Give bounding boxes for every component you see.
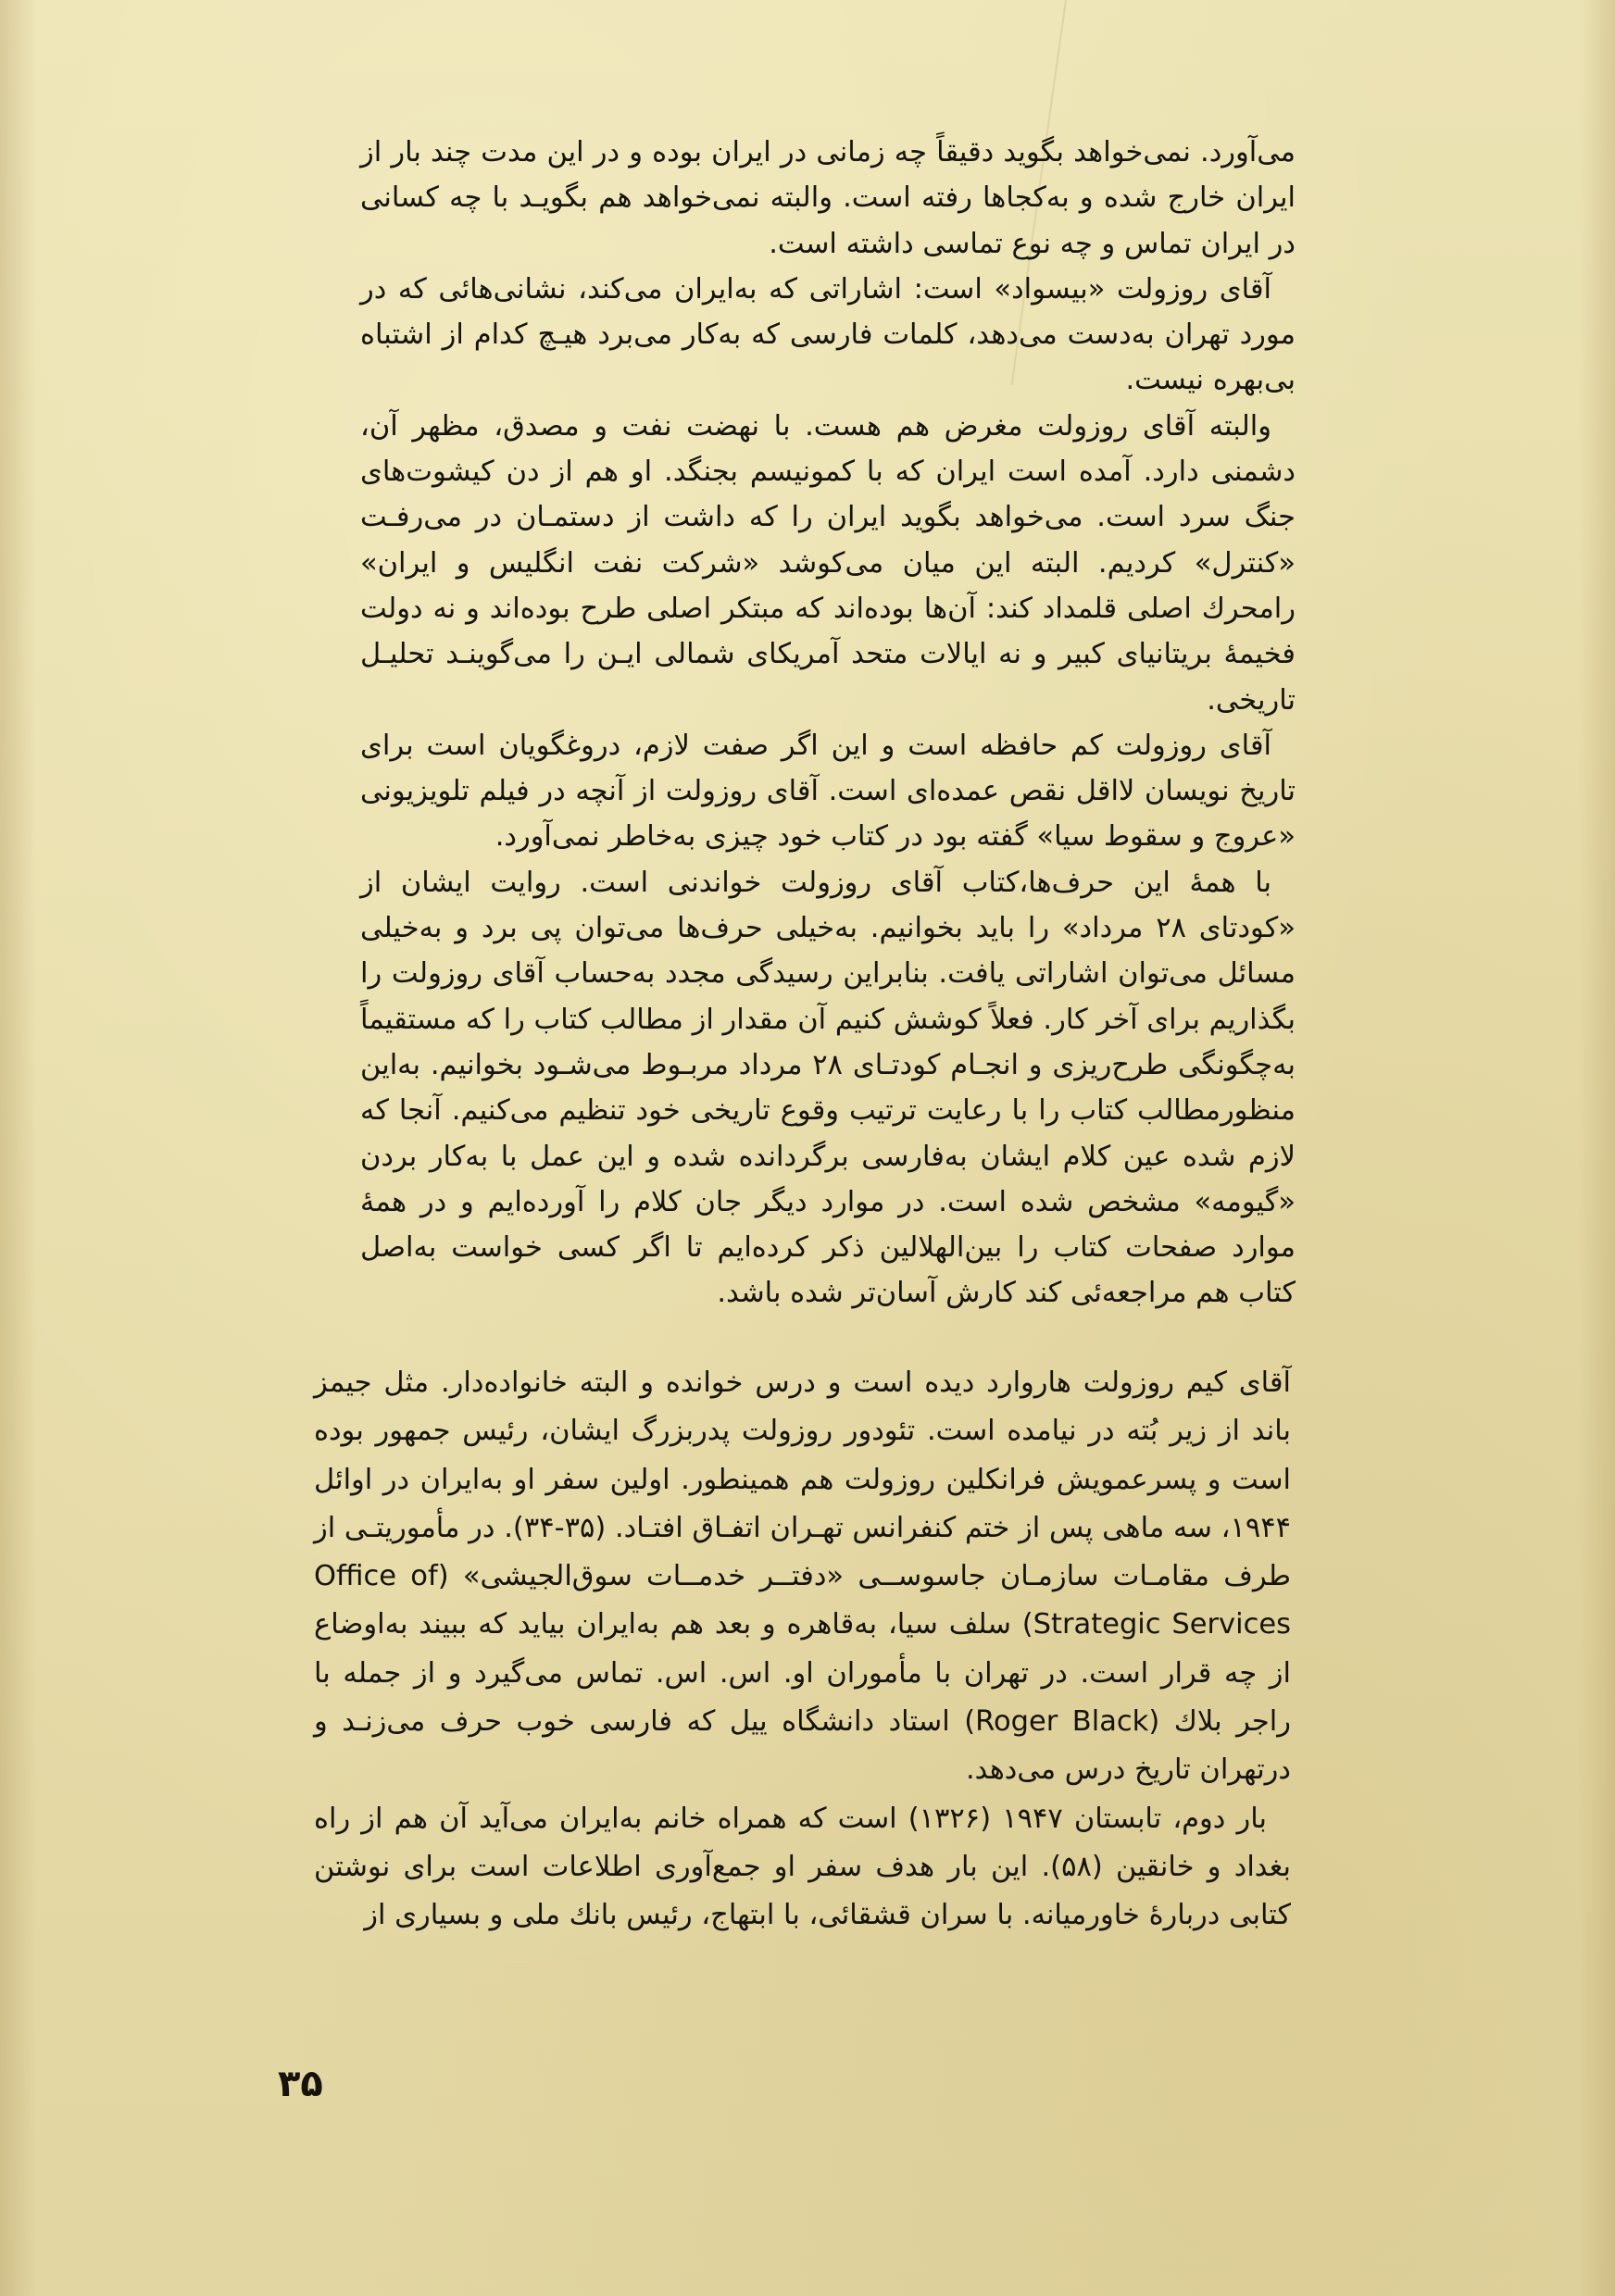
quote-paragraph: آقای روزولت «بیسواد» است: اشاراتی که به‌ایران می‌کند، نشانی‌هائی که در مورد تهران به‌دست می‌دهد، کلمات فارسی که به‌کار می‌برد هیـچ کدام از اشتباه بی‌بهره نیست. bbox=[360, 272, 1296, 397]
quote-paragraph: با همهٔ این حرف‌ها،کتاب آقای روزولت خواندنی است. روایت ایشان از «کودتای ۲۸ مرداد» را باید بخوانیم. به‌خیلی حرف‌ها می‌توان پی برد و به‌خیلی مسائل می‌توان اشاراتی یافت. بنابراین رسیدگی مجدد به‌حساب آقای روزولت را بگذاریم برای آخر کار. فعلاً کوشش کنیم آن مقدار از مطالب کتاب را که مستقیماً به‌چگونگی طرح‌ریزی و انجـام کودتـای ۲۸ مرداد مربـوط می‌شـود بخوانیم. به‌این منظورمطالب کتاب را با رعایت ترتیب وقوع تاریخی خود تنظیم می‌کنیم. آنجا که لازم شده عین کلام ایشان به‌فارسی برگردانده شده و این عمل با به‌کار بردن «گیومه» مشخص شده است. در موارد دیگر جان کلام را آورده‌ایم و در همهٔ موارد صفحات کتاب را بین‌الهلالین ذکر کرده‌ایم تا اگر کسی خواست به‌اصل کتاب هم مراجعه‌ئی کند کارش آسان‌تر شده باشد. bbox=[360, 866, 1296, 1310]
body-paragraph: آقای کیم روزولت هاروارد دیده است و درس خوانده و البته خانواده‌دار. مثل جیمز باند از زیر بُته در نیامده است. تئودور روزولت پدربزرگ ایشان، رئیس جمهور بوده است و پسرعمویش فرانکلین روزولت هم همینطور. اولین سفر او به‌ایران در اوائل ۱۹۴۴، سه ماهی پس از ختم کنفرانس تهـران اتفـاق افتـاد. (۳۵-۳۴). در مأموریتـی از طرف مقامـات سازمـان جاسوســی «دفتــر خدمــات سوق‌الجیشی» (Office of Strategic Services) سلف سیا، به‌قاهره و بعد هم به‌ایران بیاید که ببیند به‌اوضاع از چه قرار است. در تهران با مأموران او. اس. اس. تماس می‌گیرد و از جمله با راجر بلاك (Roger Black) استاد دانشگاه ییل که فارسی خوب حرف می‌زنـد و درتهران تاریخ درس می‌دهد. bbox=[314, 1366, 1292, 1787]
page-edge-left bbox=[0, 0, 37, 2296]
quoted-section bbox=[360, 130, 1296, 1316]
quote-paragraph: می‌آورد. نمی‌خواهد بگوید دقیقاً چه زمانی در ایران بوده و در این مدت چند بار از ایران خارج شده و به‌کجاها رفته است. والبته نمی‌خواهد هم بگویـد با چه کسانی در ایران تماس و چه نوع تماسی داشته است. bbox=[360, 136, 1296, 260]
quote-paragraph: آقای روزولت کم حافظه است و این اگر صفت لازم، دروغگویان است برای تاریخ نویسان لااقل نقص عمده‌ای است. آقای روزولت از آنچه در فیلم تلویزیونی «عروج و سقوط سیا» گفته بود در کتاب خود چیزی به‌خاطر نمی‌آورد. bbox=[360, 729, 1296, 854]
main-body-section bbox=[314, 1359, 1291, 1940]
body-paragraph: بار دوم، تابستان ۱۹۴۷ (۱۳۲۶) است که همراه خانم به‌ایران می‌آید آن هم از راه بغداد و خانقین (۵۸). این بار هدف سفر او جمع‌آوری اطلاعات است برای نوشتن کتابی دربارهٔ خاورمیانه. با سران قشقائی، با ابتهاج، رئیس بانك ملی و بسیاری از bbox=[314, 1802, 1291, 1932]
page-number: ۳۵ bbox=[278, 2063, 323, 2105]
page-edge-right bbox=[1578, 0, 1615, 2296]
quote-paragraph: والبته آقای روزولت مغرض هم هست. با نهضت نفت و مصدق، مظهر آن، دشمنی دارد. آمده است ایران که با کمونیسم بجنگد. او هم از دن کیشوت‌های جنگ سرد است. می‌خواهد بگوید ایران را که داشت از دستمـان در می‌رفـت «کنترل» کردیم. البته این میان می‌کوشد «شرکت نفت انگلیس و ایران» رامحرك اصلی قلمداد کند: آن‌ها بوده‌اند که مبتکر اصلی طرح بوده‌اند و نه دولت فخیمهٔ بریتانیای کبیر و نه ایالات متحد آمریکای شمالی ایـن را می‌گوینـد تحلیـل تاریخی. bbox=[360, 409, 1296, 717]
